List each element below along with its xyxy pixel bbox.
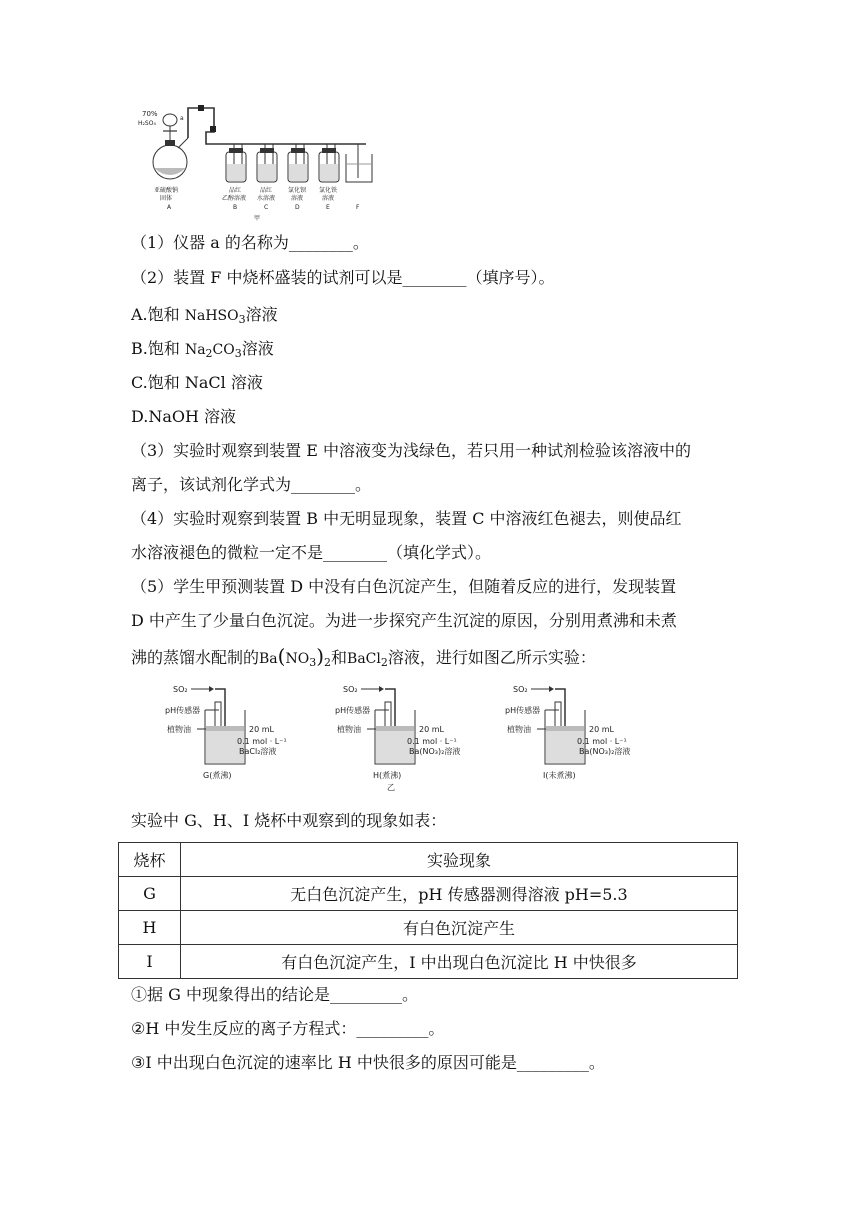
acid-label-2: H₂SO₄: [138, 120, 156, 127]
bottle-E-label-2: 溶液: [322, 195, 335, 202]
concentration-label: 0.1 mol · L⁻¹: [407, 737, 457, 746]
bottle-E-label-1: 氯化铁: [319, 187, 338, 194]
flask-id: A: [167, 204, 172, 211]
bottle-B-label-1: 品红: [229, 187, 242, 194]
table-row: [119, 945, 738, 979]
beaker-H: [335, 685, 460, 780]
bottle-D-label-1: 氯化钡: [288, 187, 307, 194]
acid-label-1: 70%: [142, 110, 158, 118]
row-beaker: G: [119, 877, 181, 911]
volume-label: 20 mL: [589, 725, 614, 734]
sensor-label: pH传感器: [165, 706, 201, 715]
question-2: （2）装置 F 中烧杯盛装的试剂可以是________（填序号）。: [131, 268, 555, 287]
option-A: A.饱和 NaHSO$_3$溶液: [131, 305, 278, 326]
flask-label-1: 亚硫酸钠: [154, 187, 179, 194]
sensor-label: pH传感器: [505, 706, 541, 715]
solution-label: Ba(NO₃)₂溶液: [409, 747, 461, 756]
bottle-B-label-2: 乙醇溶液: [222, 195, 247, 202]
row-beaker: H: [119, 911, 181, 945]
gas-label: SO₂: [343, 685, 358, 694]
header-phenomenon: 实验现象: [181, 843, 738, 877]
question-3-line-2: 离子，该试剂化学式为________。: [131, 475, 372, 494]
row-phenomenon: 无白色沉淀产生，pH 传感器测得溶液 pH=5.3: [181, 877, 738, 911]
question-5-line-3: 沸的蒸馏水配制的$Ba(NO_3)_2$和BaCl$_2$溶液，进行如图乙所示实验：: [131, 644, 596, 669]
bottle-D-id: D: [295, 204, 300, 211]
option-B: B.饱和 $Na_2CO_3$溶液: [131, 339, 274, 360]
results-table: [118, 842, 738, 979]
beaker-I: [505, 685, 630, 780]
bottle-C: [257, 144, 277, 182]
flask-label-2: 固体: [160, 195, 173, 202]
row-phenomenon: 有白色沉淀产生: [181, 911, 738, 945]
table-intro: 实验中 G、H、I 烧杯中观察到的现象如表：: [131, 811, 447, 830]
beaker-F: [346, 144, 372, 182]
question-4-line-1: （4）实验时观察到装置 B 中无明显现象，装置 C 中溶液红色褪去，则使品红: [131, 509, 682, 528]
beaker-experiment-diagram: [165, 680, 685, 792]
bottle-B: [226, 144, 246, 182]
oil-label: 植物油: [167, 725, 191, 734]
sub-question-2: ②H 中发生反应的离子方程式：_________。: [131, 1019, 445, 1038]
sensor-label: pH传感器: [335, 706, 371, 715]
bottle-C-label-1: 品红: [260, 187, 273, 194]
beaker-caption: G(煮沸): [203, 771, 232, 780]
apparatus-diagram: [136, 104, 376, 224]
header-beaker: 烧杯: [119, 843, 181, 877]
row-beaker: I: [119, 945, 181, 979]
question-4-line-2: 水溶液褪色的微粒一定不是________（填化学式）。: [131, 543, 492, 562]
bottle-B-id: B: [233, 204, 238, 211]
question-5-line-1: （5）学生甲预测装置 D 中没有白色沉淀产生，但随着反应的进行，发现装置: [131, 577, 677, 596]
question-1: （1）仪器 a 的名称为________。: [131, 233, 369, 252]
option-D: D.NaOH 溶液: [131, 407, 237, 426]
beaker-caption: I(未煮沸): [543, 771, 576, 780]
oil-label: 植物油: [507, 725, 531, 734]
beaker-G: [165, 685, 287, 780]
separatory-funnel: [163, 114, 177, 126]
question-5-line-2: D 中产生了少量白色沉淀。为进一步探究产生沉淀的原因，分别用煮沸和未煮: [131, 611, 677, 630]
bottle-D-label-2: 溶液: [291, 195, 304, 202]
sub-question-1: ①据 G 中现象得出的结论是_________。: [131, 985, 418, 1004]
bottle-E: [319, 144, 339, 182]
volume-label: 20 mL: [249, 725, 274, 734]
gas-label: SO₂: [173, 685, 188, 694]
table-row: [119, 877, 738, 911]
row-phenomenon: 有白色沉淀产生，I 中出现白色沉淀比 H 中快很多: [181, 945, 738, 979]
beaker-caption: H(煮沸): [373, 771, 402, 780]
bottle-C-label-2: 水溶液: [257, 195, 276, 202]
oil-label: 植物油: [337, 725, 361, 734]
bottle-D: [288, 144, 308, 182]
solution-label: Ba(NO₃)₂溶液: [579, 747, 631, 756]
figure-caption-yi: 乙: [387, 783, 395, 792]
concentration-label: 0.1 mol · L⁻¹: [577, 737, 627, 746]
table-row: [119, 911, 738, 945]
bottle-C-id: C: [264, 204, 269, 211]
question-3-line-1: （3）实验时观察到装置 E 中溶液变为浅绿色，若只用一种试剂检验该溶液中的: [131, 441, 692, 460]
figure-caption-jia: 甲: [254, 215, 261, 222]
table-header-row: [119, 843, 738, 877]
volume-label: 20 mL: [419, 725, 444, 734]
beaker-F-id: F: [356, 204, 360, 211]
option-C: C.饱和 NaCl 溶液: [131, 373, 263, 392]
sub-question-3: ③I 中出现白色沉淀的速率比 H 中快很多的原因可能是_________。: [131, 1053, 605, 1072]
concentration-label: 0.1 mol · L⁻¹: [237, 737, 287, 746]
gas-label: SO₂: [513, 685, 528, 694]
bottle-E-id: E: [326, 204, 330, 211]
solution-label: BaCl₂溶液: [239, 747, 277, 756]
funnel-mark: a: [180, 115, 184, 122]
